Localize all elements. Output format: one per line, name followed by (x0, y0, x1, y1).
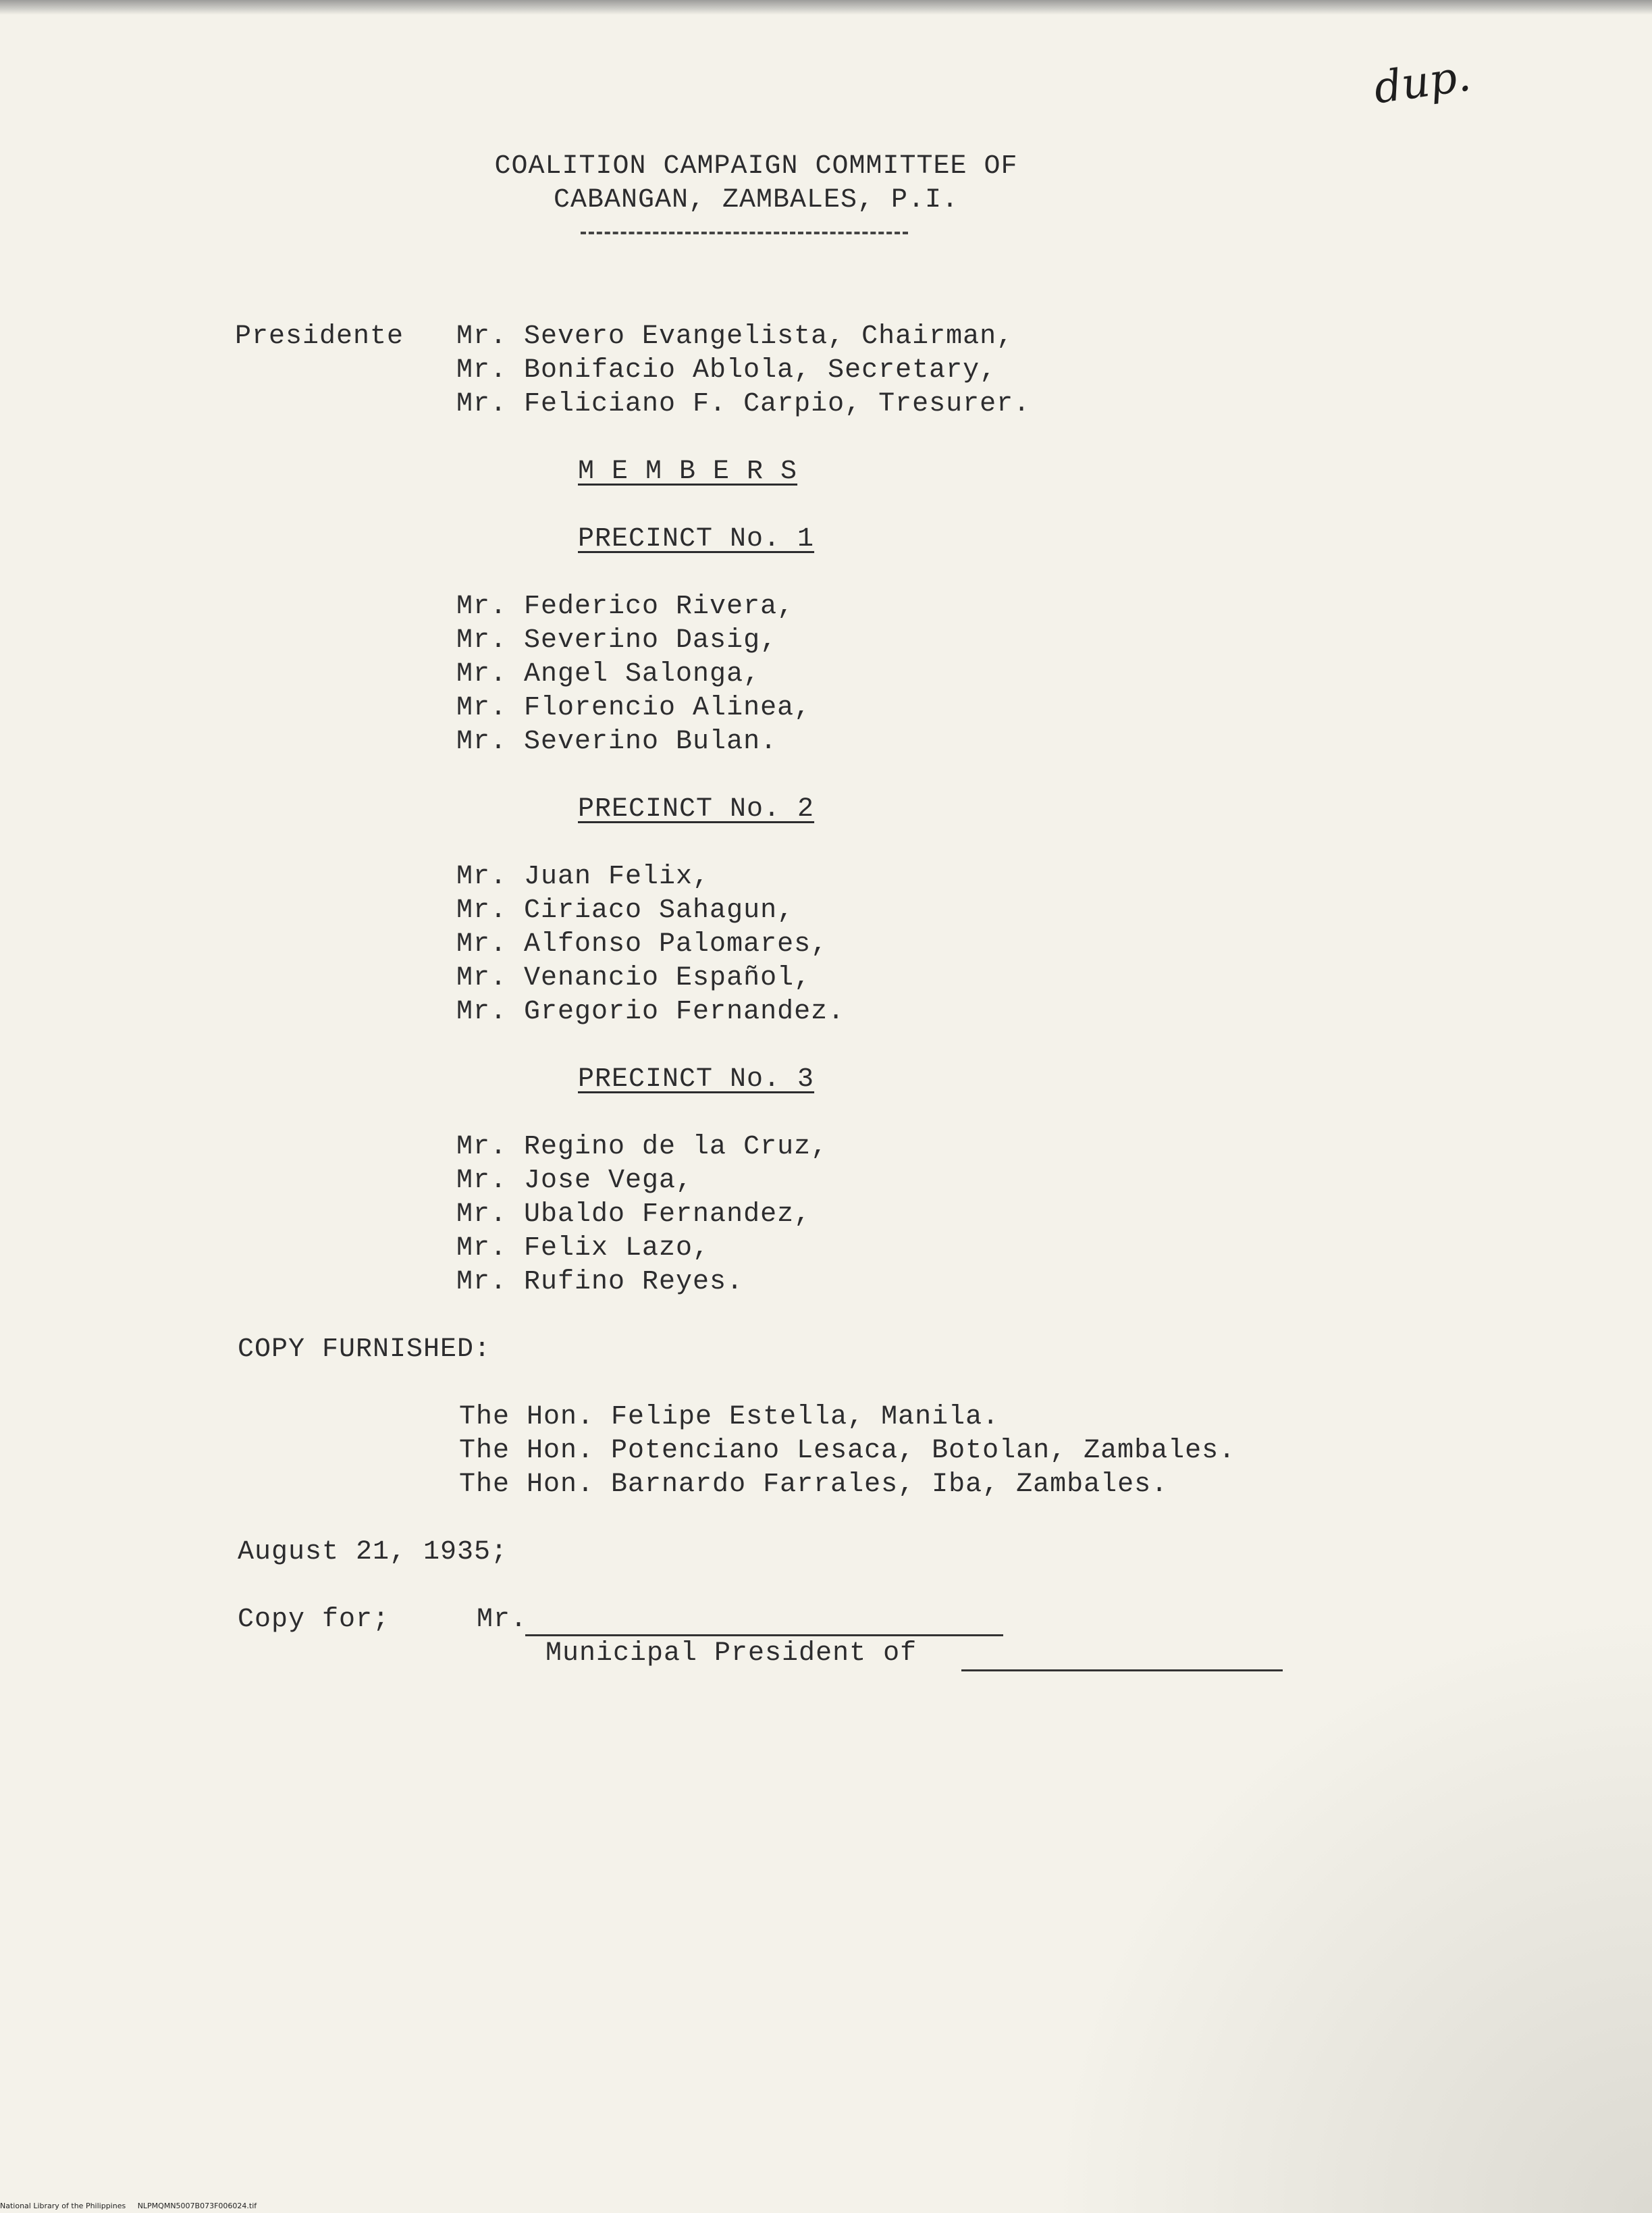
handwritten-annotation: dup. (1370, 51, 1474, 114)
header-line-2: CABANGAN, ZAMBALES, P.I. (553, 185, 959, 215)
recipient-name-blank (525, 1634, 1003, 1636)
member-name: Mr. Ciriaco Sahagun, (456, 895, 795, 926)
precinct-1-heading: PRECINCT No. 1 (578, 524, 815, 554)
member-name: Mr. Felix Lazo, (456, 1233, 710, 1264)
officer-chairman: Mr. Severo Evangelista, Chairman, (456, 321, 1014, 352)
copy-recipient: The Hon. Potenciano Lesaca, Botolan, Zambales. (459, 1436, 1236, 1466)
scan-footer: National Library of the Philippines NLPMQMN5007B073F006024.tif (0, 2202, 257, 2210)
member-name: Mr. Florencio Alinea, (456, 693, 811, 723)
member-name: Mr. Venancio Español, (456, 963, 811, 993)
copy-for-label: Copy for; (238, 1605, 390, 1635)
officers-label: Presidente (235, 321, 404, 352)
scan-top-edge (0, 0, 1652, 15)
member-name: Mr. Severino Dasig, (456, 625, 778, 656)
precinct-2-heading: PRECINCT No. 2 (578, 794, 815, 825)
officer-secretary: Mr. Bonifacio Ablola, Secretary, (456, 355, 997, 386)
document-date: August 21, 1935; (238, 1537, 508, 1567)
paper-shading (1044, 1605, 1652, 2213)
member-name: Mr. Federico Rivera, (456, 592, 795, 622)
member-name: Mr. Severino Bulan. (456, 727, 778, 757)
member-name: Mr. Gregorio Fernandez. (456, 997, 845, 1027)
member-name: Mr. Regino de la Cruz, (456, 1132, 828, 1162)
copy-recipient: The Hon. Barnardo Farrales, Iba, Zambales. (459, 1469, 1169, 1500)
officer-treasurer: Mr. Feliciano F. Carpio, Tresurer. (456, 389, 1031, 419)
member-name: Mr. Angel Salonga, (456, 659, 761, 689)
copy-for-mr: Mr. (477, 1605, 528, 1635)
member-name: Mr. Alfonso Palomares, (456, 929, 828, 960)
municipal-president-label: Municipal President of (545, 1638, 917, 1669)
municipality-blank (961, 1669, 1283, 1671)
precinct-3-heading: PRECINCT No. 3 (578, 1064, 815, 1095)
member-name: Mr. Jose Vega, (456, 1166, 693, 1196)
members-heading: M E M B E R S (578, 457, 798, 487)
member-name: Mr. Ubaldo Fernandez, (456, 1199, 811, 1230)
header-divider (581, 232, 908, 234)
header-line-1: COALITION CAMPAIGN COMMITTEE OF (494, 151, 1018, 182)
member-name: Mr. Juan Felix, (456, 862, 710, 892)
copy-recipient: The Hon. Felipe Estella, Manila. (459, 1402, 1000, 1432)
copy-furnished-label: COPY FURNISHED: (238, 1334, 491, 1365)
member-name: Mr. Rufino Reyes. (456, 1267, 744, 1297)
